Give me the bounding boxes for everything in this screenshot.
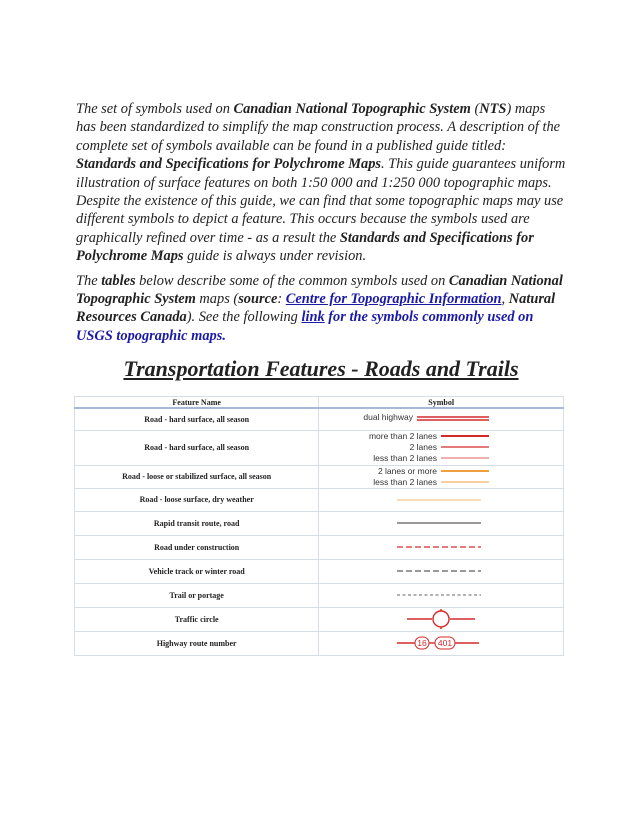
bold-span: NTS (479, 101, 507, 117)
bold-span: Standards and Specifications for Polychrome Maps (76, 229, 534, 265)
feature-name-cell: Rapid transit route, road (75, 511, 319, 535)
route-number-label: 16 (417, 638, 427, 649)
table-row (75, 430, 564, 465)
text-span: , (501, 291, 509, 308)
bold-span: source (238, 291, 278, 308)
route-number-symbol (319, 631, 564, 655)
bold-span: Standards and Specifications for Polychrome Maps (76, 156, 382, 173)
feature-name-cell: Road - hard surface, all season (75, 408, 319, 430)
symbol-label: 2 lanes (409, 441, 438, 452)
text-span: The set of symbols used on (76, 101, 234, 117)
route-number-label: 401 (438, 638, 453, 649)
black-dashed-line-symbol (319, 559, 564, 583)
feature-name-cell: Road under construction (75, 535, 319, 559)
table-row (75, 631, 564, 655)
feature-name-cell: Road - loose surface, dry weather (75, 488, 319, 511)
source-paragraph (76, 272, 566, 346)
usgs-link-text: for the symbols commonly used on USGS topographic maps. (76, 309, 534, 344)
text-span: . This guide guarantees uniform illustration of surface features on both 1:50 000 and 1:250 000 topographic maps. Despite the existence of this guide, we can find that some topographic maps may use different symbols to depict a feature. This occurs because the symbols used are graphically refined over time - as a result the (76, 156, 566, 246)
bold-span: tables (101, 272, 136, 289)
text-span: The (76, 272, 102, 289)
table-row (75, 559, 564, 583)
black-line-symbol (319, 511, 564, 535)
table-row (75, 488, 564, 511)
symbol-label: more than 2 lanes (369, 430, 438, 441)
usgs-symbols-link[interactable]: link (301, 309, 325, 326)
feature-name-cell: Road - hard surface, all season (75, 430, 319, 465)
bold-span: Natural Resources Canada (76, 291, 556, 326)
thin-orange-line-symbol (319, 488, 564, 511)
table-row (75, 535, 564, 559)
table-row (75, 408, 564, 430)
feature-name-cell: Highway route number (75, 631, 319, 655)
text-span: below describe some of the common symbols used on (135, 272, 449, 289)
feature-name-cell: Road - loose or stabilized surface, all season (75, 465, 319, 488)
intro-paragraph (76, 100, 566, 266)
text-span: ) maps has been standardized to simplify the map construction process. A description of the complete set of symbols available can be found in a published guide titled: (76, 101, 561, 154)
text-span: ). See the following (186, 309, 302, 326)
text-span: guide is always under revision. (183, 248, 367, 265)
feature-name-cell: Vehicle track or winter road (75, 559, 319, 583)
table-header-row (75, 397, 564, 409)
feature-name-cell: Traffic circle (75, 607, 319, 631)
table-row (75, 583, 564, 607)
symbol-label: less than 2 lanes (373, 452, 438, 463)
symbol-header: Symbol (319, 397, 564, 409)
symbols-table (74, 396, 564, 656)
red-dashed-line-symbol (319, 535, 564, 559)
lanes-orange-symbol (319, 465, 564, 488)
feature-name-cell: Trail or portage (75, 583, 319, 607)
traffic-circle-symbol (319, 607, 564, 631)
text-span: ( (470, 101, 480, 117)
table-row (75, 465, 564, 488)
fine-dashed-line-symbol (319, 583, 564, 607)
table-row (75, 511, 564, 535)
feature-name-header: Feature Name (75, 397, 319, 409)
text-span: : (277, 291, 286, 308)
symbol-label: less than 2 lanes (373, 476, 438, 487)
table-row (75, 607, 564, 631)
document-page (76, 100, 566, 656)
text-span: maps ( (195, 291, 239, 308)
symbol-label: 2 lanes or more (378, 465, 438, 476)
bold-span: Canadian National Topographic System (233, 101, 471, 117)
dual-highway-symbol (319, 408, 564, 430)
lanes-red-symbol (319, 430, 564, 465)
symbol-label: dual highway (363, 411, 414, 422)
section-heading: Transportation Features - Roads and Trails (123, 356, 519, 382)
topographic-centre-link[interactable]: Centre for Topographic Information (285, 291, 502, 308)
bold-span: Canadian National Topographic System (76, 272, 563, 308)
